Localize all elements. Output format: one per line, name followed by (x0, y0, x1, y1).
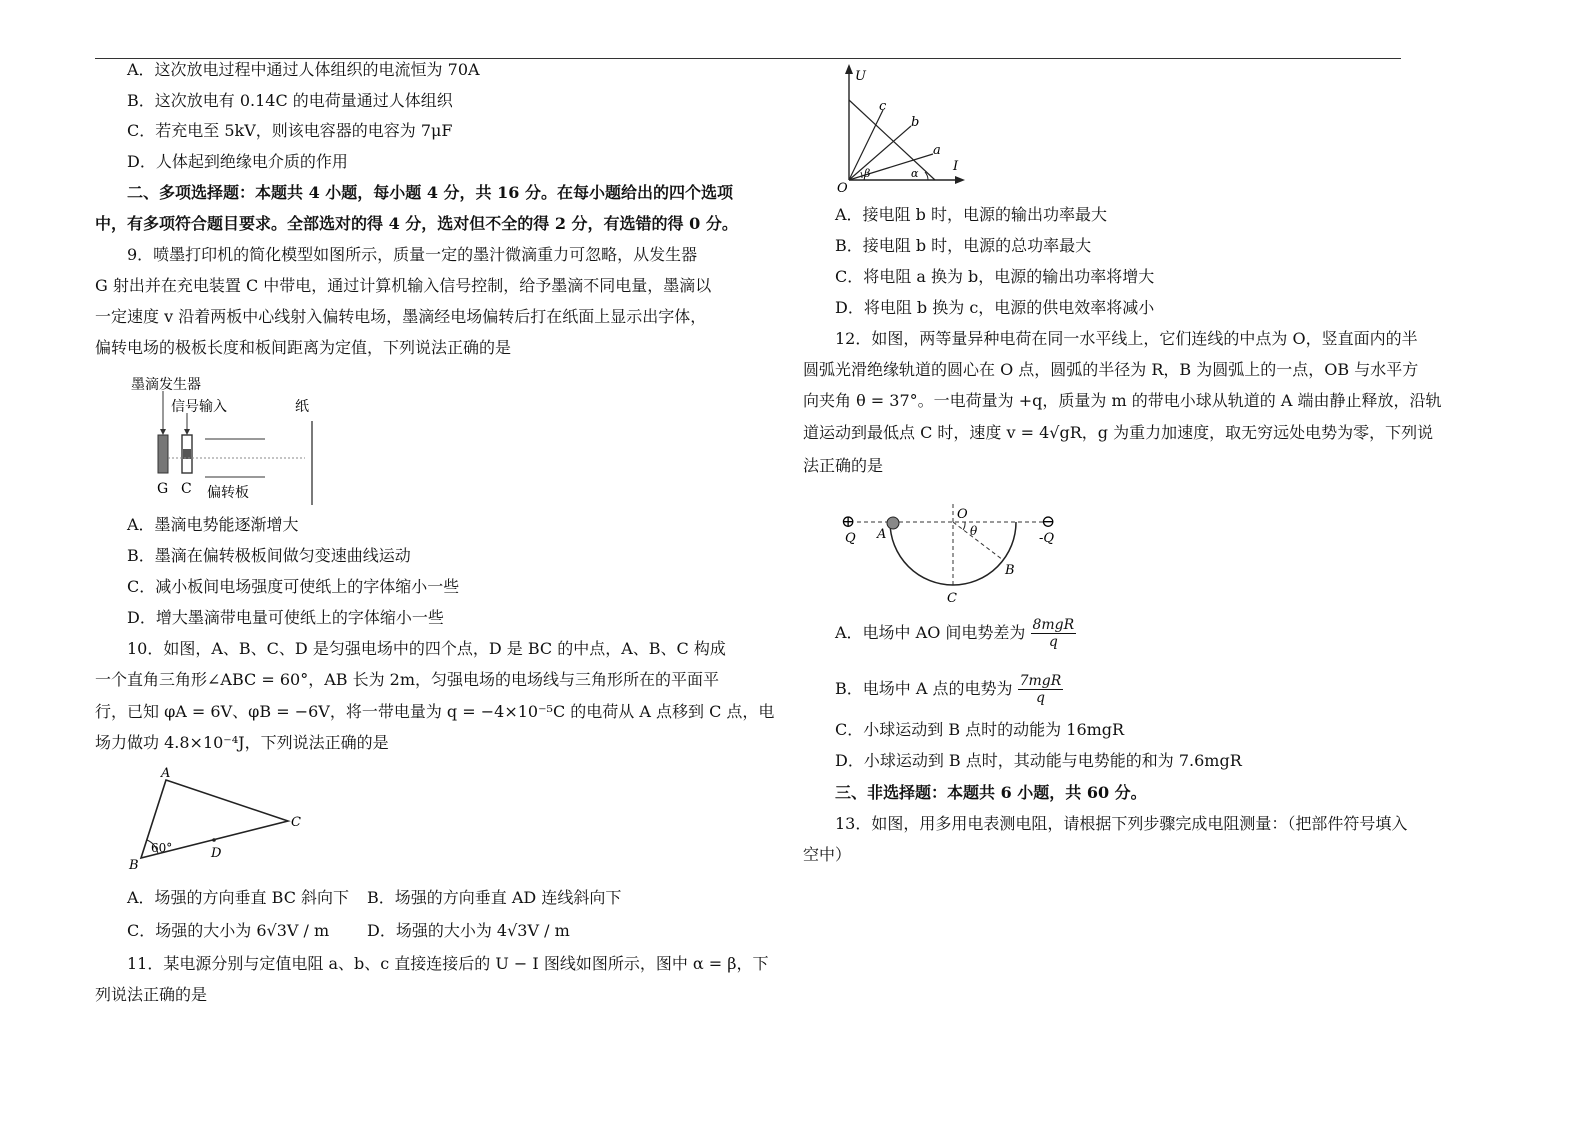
triangle-diagram (125, 765, 315, 873)
angle-label: 60° (151, 841, 173, 855)
q12-stem: 向夹角 θ = 37°。一电荷量为 +q，质量为 m 的带电小球从轨道的 A 端由静止释放，沿轨 (803, 391, 1442, 410)
c-label: C (181, 481, 192, 497)
section2-heading-cont: 中，有多项符合题目要求。全部选对的得 4 分，选对但不全的得 2 分，有选错的得 0 分。 (95, 214, 738, 233)
q10-option-a: A．场强的方向垂直 BC 斜向下 (127, 888, 350, 907)
signal-label: 信号输入 (171, 399, 227, 415)
q12-option-b-text: B．电场中 A 点的电势为 (835, 679, 1013, 698)
fraction (1031, 617, 1077, 650)
q9-stem: 偏转电场的极板长度和板间距离为定值，下列说法正确的是 (95, 338, 512, 357)
q10-option-c: C．场强的大小为 6√3V / m (127, 921, 330, 940)
a-label: a (933, 143, 941, 158)
section2-heading: 二、多项选择题：本题共 4 小题，每小题 4 分，共 16 分。在每小题给出的四个选项 (127, 183, 733, 202)
charged-ball (887, 517, 899, 529)
q10-stem: 行，已知 φA = 6V、φB = −6V，将一带电量为 q = −4×10⁻⁵C 的电荷从 A 点移到 C 点，电 (95, 702, 775, 721)
radius-ob (953, 522, 1003, 560)
label-c: C (291, 815, 301, 830)
a-label: A (877, 527, 887, 542)
u-label: U (855, 69, 866, 84)
q12-stem: 圆弧光滑绝缘轨道的圆心在 O 点，圆弧的半径为 R，B 为圆弧上的一点，OB 与水平方 (803, 360, 1419, 379)
q11-option-c: C．将电阻 a 换为 b，电源的输出功率将增大 (835, 267, 1155, 286)
positive-charge-icon: ⊕ (841, 512, 856, 532)
point-d (212, 838, 216, 842)
plate-label: 偏转板 (207, 485, 249, 501)
q11-stem: 列说法正确的是 (95, 985, 208, 1004)
q9-option-d: D．增大墨滴带电量可使纸上的字体缩小一些 (127, 608, 444, 627)
beta-arc (861, 172, 862, 178)
q12-option-d: D．小球运动到 B 点时，其动能与电势能的和为 7.6mgR (835, 751, 1242, 770)
g-label: G (157, 481, 169, 497)
q9-option-a: A．墨滴电势能逐渐增大 (127, 515, 299, 534)
generator-g (158, 435, 168, 473)
alpha-label: α (911, 167, 919, 180)
fraction-numerator: 7mgR (1019, 673, 1062, 689)
q10-option-d: D．场强的大小为 4√3V / m (367, 921, 570, 940)
q8-option-c: C．若充电至 5kV，则该电容器的电容为 7μF (127, 121, 453, 140)
q8-option-d: D．人体起到绝缘电介质的作用 (127, 152, 348, 171)
q11-option-a: A．接电阻 b 时，电源的输出功率最大 (835, 205, 1107, 224)
arrow-head (184, 429, 190, 435)
q12-option-a (803, 612, 1076, 654)
fraction-denominator: q (1048, 634, 1058, 650)
c-label: C (947, 591, 957, 606)
q11-stem: 11．某电源分别与定值电阻 a、b、c 直接连接后的 U − I 图线如图所示，图中 α = β，下 (127, 954, 769, 973)
b-label: b (911, 115, 920, 130)
q12-option-a-text: A．电场中 AO 间电势差为 (835, 623, 1026, 642)
arrow-head (160, 429, 166, 435)
semicircle-diagram (837, 498, 1067, 608)
q12-stem: 道运动到最低点 C 时，速度 v = 4√gR，g 为重力加速度，取无穷远处电势为零，下列说 (803, 423, 1434, 442)
q9-stem: 9．喷墨打印机的简化模型如图所示，质量一定的墨汁微滴重力可忽略，从发生器 (127, 245, 698, 264)
neg-q-label: -Q (1039, 531, 1055, 546)
fraction-denominator: q (1035, 690, 1045, 706)
q13-stem: 13．如图，用多用电表测电阻，请根据下列步骤完成电阻测量：（把部件符号填入 (835, 814, 1408, 833)
q10-stem: 10．如图，A、B、C、D 是匀强电场中的四个点，D 是 BC 的中点，A、B、C 构成 (127, 639, 726, 658)
q10-stem: 一个直角三角形∠ABC = 60°，AB 长为 2m，匀强电场的电场线与三角形所在的平面平 (95, 670, 720, 689)
c-label: c (879, 99, 887, 114)
ui-graph (831, 62, 971, 194)
negative-charge-icon: ⊖ (1041, 512, 1056, 532)
q12-option-c: C．小球运动到 B 点时的动能为 16mgR (835, 720, 1125, 739)
q9-stem: G 射出并在充电装置 C 中带电，通过计算机输入信号控制，给予墨滴不同电量，墨滴以 (95, 276, 712, 295)
label-b: B (129, 858, 139, 873)
q9-stem: 一定速度 v 沿着两板中心线射入偏转电场，墨滴经电场偏转后打在纸面上显示出字体， (95, 307, 707, 326)
label-d: D (211, 846, 222, 861)
q10-option-b: B．场强的方向垂直 AD 连线斜向下 (367, 888, 622, 907)
o-label: O (957, 507, 968, 522)
fraction (1018, 673, 1064, 706)
q8-option-b: B．这次放电有 0.14C 的电荷量通过人体组织 (127, 91, 453, 110)
q-label: Q (845, 531, 856, 546)
paper-label: 纸 (295, 399, 309, 415)
q8-option-a: A．这次放电过程中通过人体组织的电流恒为 70A (127, 60, 480, 79)
i-label: I (953, 159, 959, 174)
generator-label: 墨滴发生器 (131, 377, 201, 393)
fraction-numerator: 8mgR (1032, 617, 1075, 633)
q10-stem: 场力做功 4.8×10⁻⁴J，下列说法正确的是 (95, 733, 389, 752)
q11-option-d: D．将电阻 b 换为 c，电源的供电效率将减小 (835, 298, 1155, 317)
b-label: B (1005, 563, 1015, 578)
q12-option-b (803, 668, 1063, 710)
theta-label: θ (970, 524, 978, 538)
q11-option-b: B．接电阻 b 时，电源的总功率最大 (835, 236, 1092, 255)
o-label: O (837, 181, 848, 194)
section3-heading: 三、非选择题：本题共 6 小题，共 60 分。 (835, 783, 1147, 802)
label-a: A (161, 766, 171, 781)
q9-option-b: B．墨滴在偏转极板间做匀变速曲线运动 (127, 546, 411, 565)
q9-option-c: C．减小板间电场强度可使纸上的字体缩小一些 (127, 577, 460, 596)
q12-stem: 12．如图，两等量异种电荷在同一水平线上，它们连线的中点为 O，竖直面内的半 (835, 329, 1418, 348)
q13-stem: 空中） (803, 845, 852, 864)
u-axis-arrow (845, 64, 853, 74)
q12-stem: 法正确的是 (803, 456, 884, 475)
i-axis-arrow (955, 176, 965, 184)
theta-arc (963, 522, 965, 530)
beta-label: β (864, 167, 871, 180)
inkjet-diagram (125, 373, 365, 505)
line-b (849, 126, 911, 180)
